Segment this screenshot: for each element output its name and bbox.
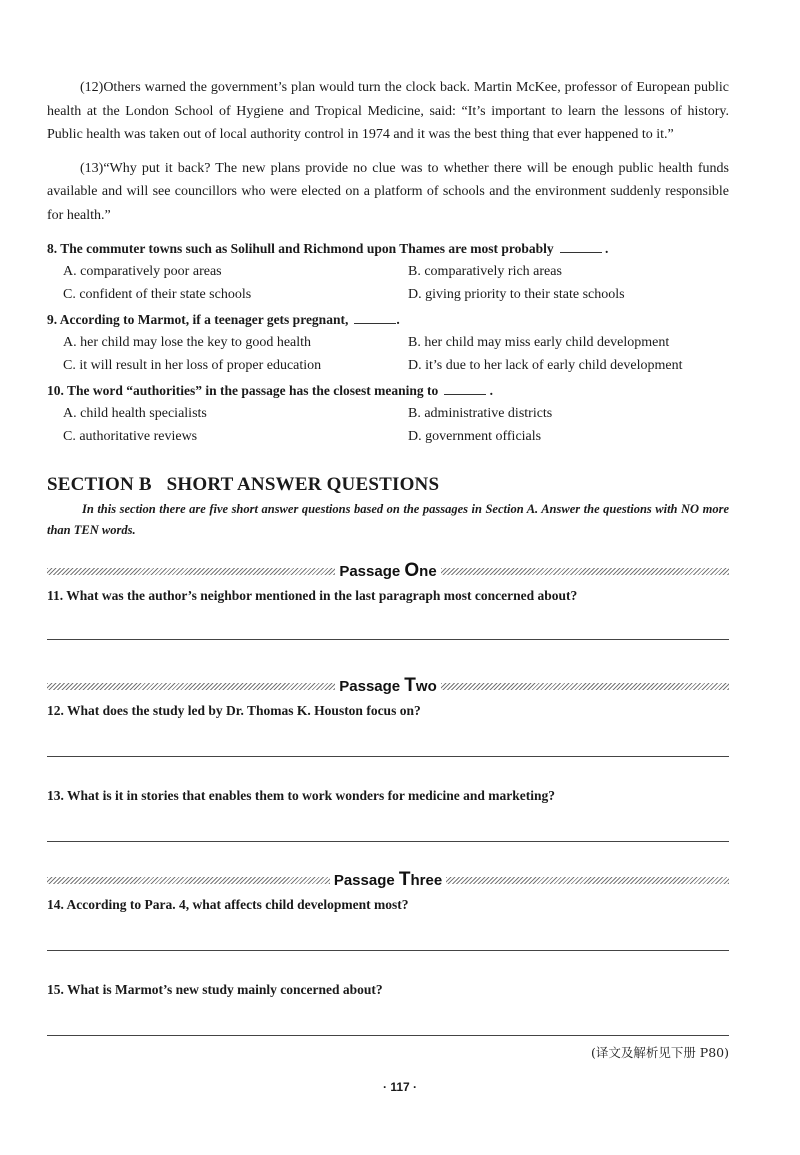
hatch-divider [47, 877, 330, 884]
hatch-divider [441, 568, 729, 575]
answer-blank[interactable] [354, 311, 396, 324]
paragraph-13: (13)“Why put it back? The new plans provide no clue was to whether there will be enough public health funds available and will see councillors who were elected on a platform of schools and the environment suddenly responsible for health.” [47, 160, 729, 223]
question-stem: 9. According to Marmot, if a teenager gets pregnant, . [47, 312, 400, 327]
passage-one-header [47, 559, 729, 583]
option-c[interactable]: C. it will result in her loss of proper education [63, 358, 322, 373]
answer-line-11[interactable] [47, 639, 729, 640]
option-c[interactable]: C. authoritative reviews [63, 429, 198, 444]
question-14: 14. According to Para. 4, what affects child development most? [47, 897, 409, 912]
page-content [47, 76, 729, 1036]
option-a[interactable]: A. her child may lose the key to good health [63, 335, 312, 350]
options [47, 402, 729, 448]
option-a[interactable]: A. comparatively poor areas [63, 264, 222, 279]
hatch-divider [47, 683, 335, 690]
section-b-title: SECTION B SHORT ANSWER QUESTIONS [47, 474, 440, 495]
option-b[interactable]: B. administrative districts [408, 406, 553, 421]
passage-title: Passage One [339, 560, 437, 581]
option-d[interactable]: D. government officials [408, 429, 542, 444]
hatch-divider [446, 877, 729, 884]
option-d[interactable]: D. giving priority to their state schools [408, 287, 625, 302]
option-b[interactable]: B. comparatively rich areas [408, 264, 562, 279]
option-d[interactable]: D. it’s due to her lack of early child development [408, 358, 683, 373]
question-stem: 8. The commuter towns such as Solihull and Richmond upon Thames are most probably . [47, 241, 609, 256]
hatch-divider [441, 683, 729, 690]
answer-line-14[interactable] [47, 950, 729, 951]
question-13: 13. What is it in stories that enables them to work wonders for medicine and marketing? [47, 788, 555, 803]
section-b-instructions: In this section there are five short answer questions based on the passages in Section A. Answer the questions with NO more than TEN words. [47, 502, 729, 537]
option-c[interactable]: C. confident of their state schools [63, 287, 252, 302]
answer-line-13[interactable] [47, 841, 729, 842]
question-stem: 10. The word “authorities” in the passage has the closest meaning to . [47, 383, 494, 398]
question-9 [47, 308, 729, 377]
page-number: · 117 · [382, 1080, 418, 1094]
question-8 [47, 237, 729, 306]
hatch-divider [47, 568, 335, 575]
answer-line-12[interactable] [47, 756, 729, 757]
passage-two-header [47, 674, 729, 698]
paragraph-12: (12)Others warned the government’s plan would turn the clock back. Martin McKee, professor of European public health at the London School of Hygiene and Tropical Medicine, said: “It’s important to learn the lessons of history. Public health was taken out of local authority control in 1974 and it was the best thing that ever happened to it.” [47, 80, 729, 142]
option-a[interactable]: A. child health specialists [63, 406, 207, 421]
answer-blank[interactable] [560, 240, 602, 253]
question-12: 12. What does the study led by Dr. Thomas K. Houston focus on? [47, 703, 421, 718]
question-15: 15. What is Marmot’s new study mainly concerned about? [47, 982, 383, 997]
passage-title: Passage Three [333, 869, 443, 890]
question-11: 11. What was the author’s neighbor mentioned in the last paragraph most concerned about? [47, 588, 578, 603]
answer-line-15[interactable] [47, 1035, 729, 1036]
answer-blank[interactable] [444, 382, 486, 395]
translation-reference-note: (译文及解析见下册 P80) [590, 1045, 729, 1060]
passage-three-header [47, 868, 729, 892]
passage-title: Passage Two [339, 675, 437, 696]
question-10 [47, 379, 729, 448]
options [47, 260, 729, 306]
option-b[interactable]: B. her child may miss early child development [408, 335, 670, 350]
options [47, 331, 729, 377]
